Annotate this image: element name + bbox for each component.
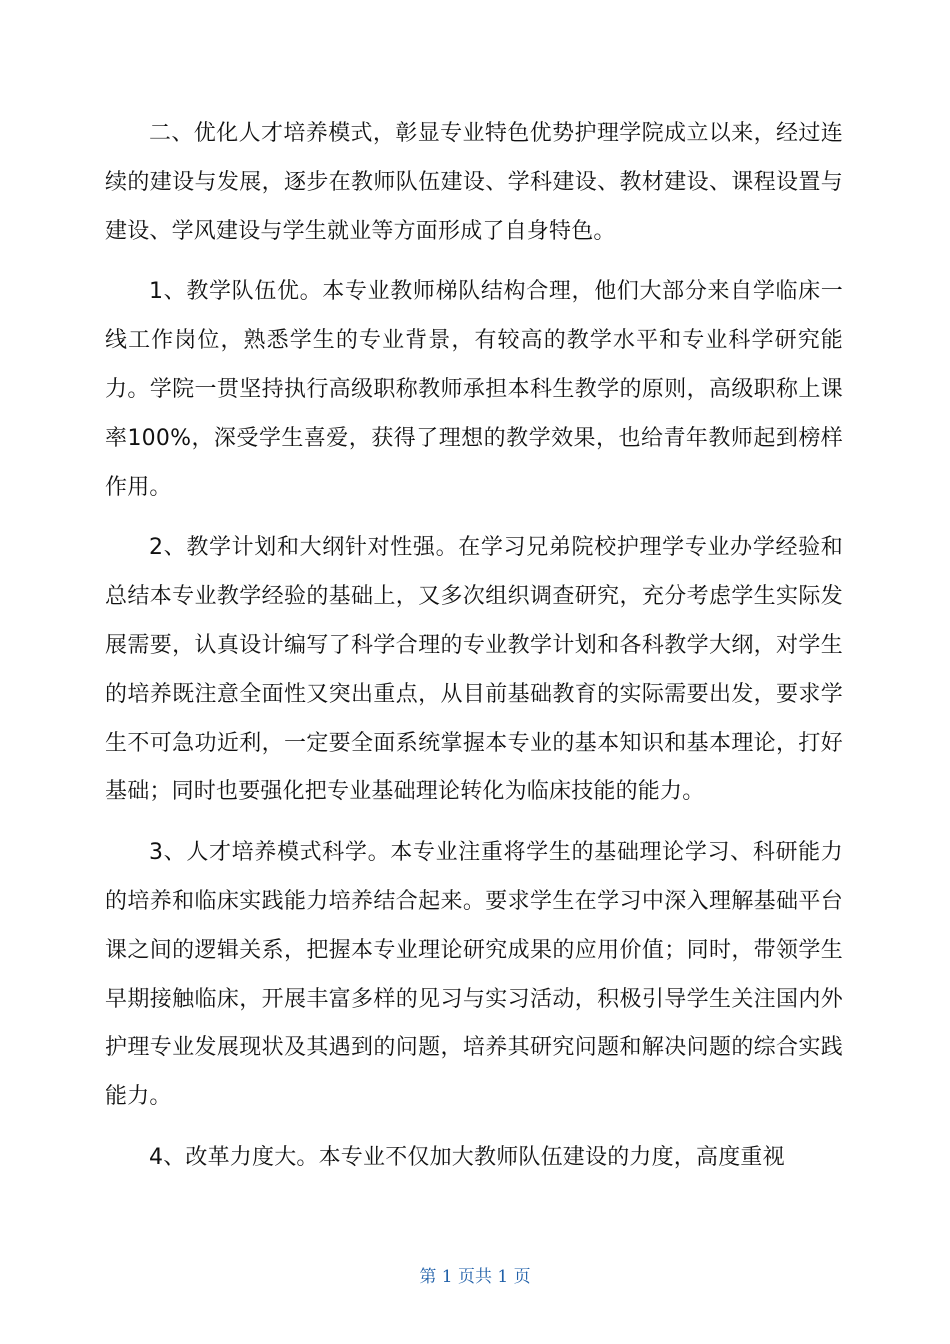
paragraph-item-4: 4、改革力度大。本专业不仅加大教师队伍建设的力度，高度重视 bbox=[149, 1144, 785, 1170]
paragraph-item-2: 2、教学计划和大纲针对性强。在学习兄弟院校护理学专业办学经验和总结本专业教学经验的基础上，又多次组织调查研究，充分考虑学生实际发展需要，认真设计编写了科学合理的专业教学计划和各科教学大纲，对学生的培养既注意全面性又突出重点，从目前基础教育的实际需要出发，要求学生不可急功近利，一定要全面系统掌握本专业的基本知识和基本理论，打好基础；同时也要强化把专业基础理论转化为临床技能的能力。 bbox=[105, 535, 843, 805]
paragraph-section-two: 二、优化人才培养模式，彰显专业特色优势护理学院成立以来，经过连续的建设与发展，逐步在教师队伍建设、学科建设、教材建设、课程设置与建设、学风建设与学生就业等方面形成了自身特色。 bbox=[105, 121, 843, 244]
page-number-footer: 第 1 页共 1 页 bbox=[419, 1267, 531, 1287]
document-body bbox=[105, 110, 843, 1195]
paragraph-item-3: 3、人才培养模式科学。本专业注重将学生的基础理论学习、科研能力的培养和临床实践能力培养结合起来。要求学生在学习中深入理解基础平台课之间的逻辑关系，把握本专业理论研究成果的应用价值；同时，带领学生早期接触临床，开展丰富多样的见习与实习活动，积极引导学生关注国内外护理专业发展现状及其遇到的问题，培养其研究问题和解决问题的综合实践能力。 bbox=[105, 840, 843, 1110]
paragraph-item-1: 1、教学队伍优。本专业教师梯队结构合理，他们大部分来自学临床一线工作岗位，熟悉学生的专业背景，有较高的教学水平和专业科学研究能力。学院一贯坚持执行高级职称教师承担本科生教学的原则，高级职称上课率100%，深受学生喜爱，获得了理想的教学效果，也给青年教师起到榜样作用。 bbox=[105, 279, 843, 500]
